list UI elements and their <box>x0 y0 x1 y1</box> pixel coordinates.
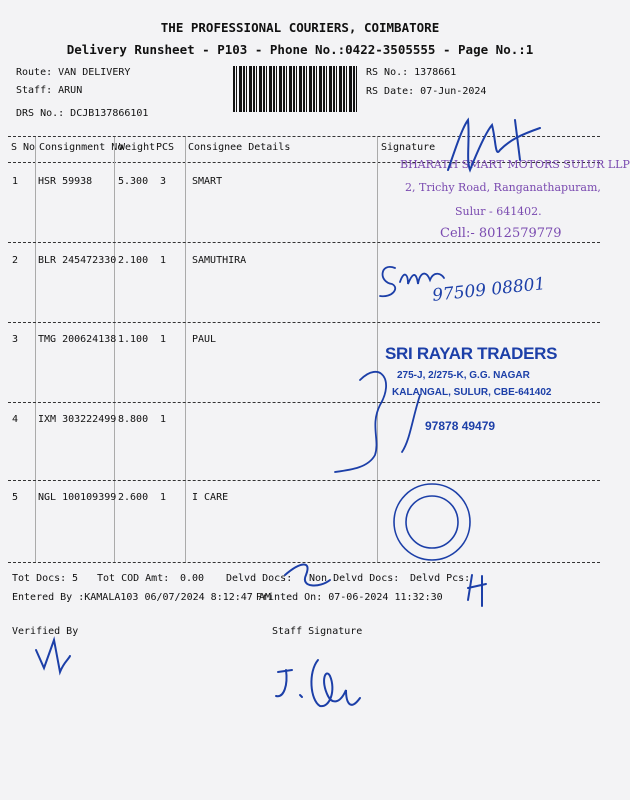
signature-row1 <box>448 120 540 170</box>
row-consignee: SMART <box>192 176 223 187</box>
row-sno: 1 <box>12 176 19 187</box>
row-weight: 8.800 <box>118 414 149 425</box>
verified-signature <box>36 640 70 672</box>
handwritten-phone: 97509 08801 <box>431 274 547 306</box>
company-title: THE PROFESSIONAL COURIERS, COIMBATORE <box>160 20 440 35</box>
row-consignee: PAUL <box>192 334 217 345</box>
row-pcs: 1 <box>160 255 167 266</box>
delvd-pcs-label: Delvd Pcs: <box>410 573 471 584</box>
stamp-phone: Cell:- 8012579779 <box>440 226 562 241</box>
stamp-trader-address2: KALANGAL, SULUR, CBE-641402 <box>392 387 552 398</box>
stamp-trader-phone: 97878 49479 <box>425 419 496 433</box>
col-sno: S No <box>11 142 36 153</box>
tot-docs-value: 5 <box>72 573 79 584</box>
non-delvd-docs-label: Non Delvd Docs: <box>309 573 400 584</box>
row-pcs: 3 <box>160 176 167 187</box>
verified-by-label: Verified By <box>12 626 79 637</box>
row-sno: 4 <box>12 414 19 425</box>
row-consignment: TMG 200624138 <box>38 334 117 345</box>
round-stamp <box>394 484 470 560</box>
row-consignment: NGL 100109399 <box>38 492 117 503</box>
staff-signature-scribble <box>276 660 360 706</box>
col-consignee: Consignee Details <box>188 142 291 153</box>
route-label: Route: VAN DELIVERY <box>16 67 131 78</box>
col-pcs: PCS <box>156 142 175 153</box>
row-consignment: IXM 303222499 <box>38 414 117 425</box>
tot-cod-value: 0.00 <box>180 573 205 584</box>
row-consignment: HSR 59938 <box>38 176 93 187</box>
col-signature: Signature <box>381 142 436 153</box>
drs-number: DRS No.: DCJB137866101 <box>16 108 149 119</box>
stamp-trader-name: SRI RAYAR TRADERS <box>385 344 558 363</box>
row-weight: 5.300 <box>118 176 149 187</box>
row-consignee: I CARE <box>192 492 229 503</box>
row-pcs: 1 <box>160 492 167 503</box>
stamp-trader-address1: 275-J, 2/275-K, G.G. NAGAR <box>397 370 530 381</box>
staff-label: Staff: ARUN <box>16 85 83 96</box>
entered-by: Entered By :KAMALA103 06/07/2024 8:12:47 AM <box>12 592 271 603</box>
row-consignee: SAMUTHIRA <box>192 255 247 266</box>
row-sno: 3 <box>12 334 19 345</box>
rs-date: RS Date: 07-Jun-2024 <box>366 86 487 97</box>
row-consignment: BLR 245472330 <box>38 255 117 266</box>
row-sno: 5 <box>12 492 19 503</box>
row-pcs: 1 <box>160 334 167 345</box>
row-pcs: 1 <box>160 414 167 425</box>
printed-on: Printed On: 07-06-2024 11:32:30 <box>256 592 443 603</box>
runsheet-subtitle: Delivery Runsheet - P103 - Phone No.:0422-3505555 - Page No.:1 <box>66 42 534 57</box>
staff-signature-label: Staff Signature <box>272 626 363 637</box>
stamp-city: Sulur - 641402. <box>455 205 542 218</box>
row-weight: 2.100 <box>118 255 149 266</box>
row-weight: 1.100 <box>118 334 149 345</box>
col-weight: Weight <box>119 142 156 153</box>
tot-docs-label: Tot Docs: <box>12 573 67 584</box>
stamp-company-name: BHARATH SMART MOTORS SULUR LLP <box>400 158 630 171</box>
row-weight: 2.600 <box>118 492 149 503</box>
rs-number: RS No.: 1378661 <box>366 67 457 78</box>
delvd-docs-label: Delvd Docs: <box>226 573 293 584</box>
col-consignment: Consignment No <box>39 142 124 153</box>
tot-cod-label: Tot COD Amt: <box>97 573 170 584</box>
stamp-address: 2, Trichy Road, Ranganathapuram, <box>405 181 601 194</box>
row-sno: 2 <box>12 255 19 266</box>
